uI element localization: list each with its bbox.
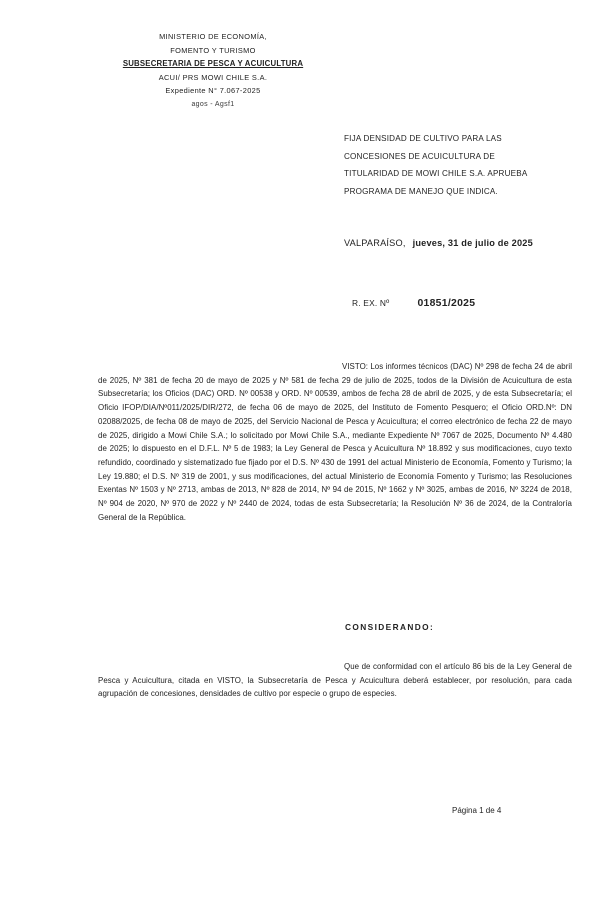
subject-block bbox=[344, 130, 572, 200]
page-footer: Página 1 de 4 bbox=[452, 806, 502, 815]
letterhead-ministry-line-1: MINISTERIO DE ECONOMÍA, bbox=[159, 32, 267, 41]
considerando-section bbox=[98, 660, 572, 701]
subject-line-3: TITULARIDAD DE MOWI CHILE S.A. APRUEBA bbox=[344, 169, 528, 179]
letterhead-expediente: Expediente N° 7.067-2025 bbox=[165, 86, 261, 96]
resolution-label: R. EX. Nº bbox=[352, 298, 390, 308]
letterhead-unit-code: ACUI/ PRS MOWI CHILE S.A. bbox=[158, 72, 268, 82]
visto-paragraph: VISTO: Los informes técnicos (DAC) Nº 298 de fecha 24 de abril de 2025, Nº 381 de fecha 20 de mayo de 2025 y Nº 581 de fecha 29 de julio de 2025, todos de la División de Acuicultura de esta Subsecretaría; los Oficios (DAC) ORD. Nº 00538 y ORD. Nº 00539, ambos de fecha 28 de abril de 2025, y de esta Subsecretaría; el Oficio IFOP/DIA/Nº011/2025/DIR/272, de fecha 06 de mayo de 2025, del Instituto de Fomento Pesquero; el Oficio ORD.Nº: DN 02088/2025, de fecha 08 de mayo de 2025, del Servicio Nacional de Pesca y Acuicultura; el correo electrónico de fecha 22 de mayo de 2025, dirigido a Mowi Chile S.A.; lo solicitado por Mowi Chile S.A., mediante Expediente Nº 7067 de 2025, Documento Nº 4.480 de 2025; lo dispuesto en el D.F.L. Nº 5 de 1983; la Ley General de Pesca y Acuicultura Nº 18.892 y sus modificaciones, cuyo texto refundido, coordinado y sistematizado fue fijado por el D.S. Nº 430 de 1991 del actual Ministerio de Economía, Fomento y Turismo; la Ley 19.880; el D.S. Nº 319 de 2001, y sus modificaciones, del actual Ministerio de Economía Fomento y Turismo; las Resoluciones Exentas Nº 1503 y Nº 2713, ambas de 2013, Nº 828 de 2014, Nº 94 de 2015, Nº 1662 y Nº 3025, ambas de 2016, Nº 3224 de 2018, Nº 904 de 2020, Nº 970 de 2022 y Nº 2440 de 2024, todas de esta Subsecretaría; la Resolución Nº 36 de 2024, de la Contraloría General de la República. bbox=[98, 362, 572, 522]
letterhead bbox=[82, 30, 344, 112]
subject-line-4: PROGRAMA DE MANEJO QUE INDICA. bbox=[344, 186, 498, 196]
considerando-paragraph: Que de conformidad con el artículo 86 bis de la Ley General de Pesca y Acuicultura, citada en VISTO, la Subsecretaría de Pesca y Acuicultura deberá establecer, por resolución, para cada agrupación de concesiones, densidades de cultivo por especie o grupo de especies. bbox=[98, 662, 572, 699]
issue-date: jueves, 31 de julio de 2025 bbox=[412, 238, 533, 248]
place-city: VALPARAÍSO, bbox=[344, 238, 406, 248]
letterhead-subsecretaria: SUBSECRETARIA DE PESCA Y ACUICULTURA bbox=[122, 59, 304, 69]
letterhead-ministry-line-2: FOMENTO Y TURISMO bbox=[170, 45, 256, 55]
place-and-date bbox=[344, 238, 533, 248]
resolution-number-block bbox=[352, 298, 475, 309]
subject-line-2: CONCESIONES DE ACUICULTURA DE bbox=[344, 151, 495, 161]
subject-line-1: FIJA DENSIDAD DE CULTIVO PARA LAS bbox=[344, 134, 502, 143]
resolution-number: 01851/2025 bbox=[417, 298, 476, 309]
letterhead-reference-code: agos - Agsf1 bbox=[191, 100, 235, 108]
visto-section bbox=[98, 360, 572, 524]
considerando-heading: CONSIDERANDO: bbox=[345, 622, 435, 632]
